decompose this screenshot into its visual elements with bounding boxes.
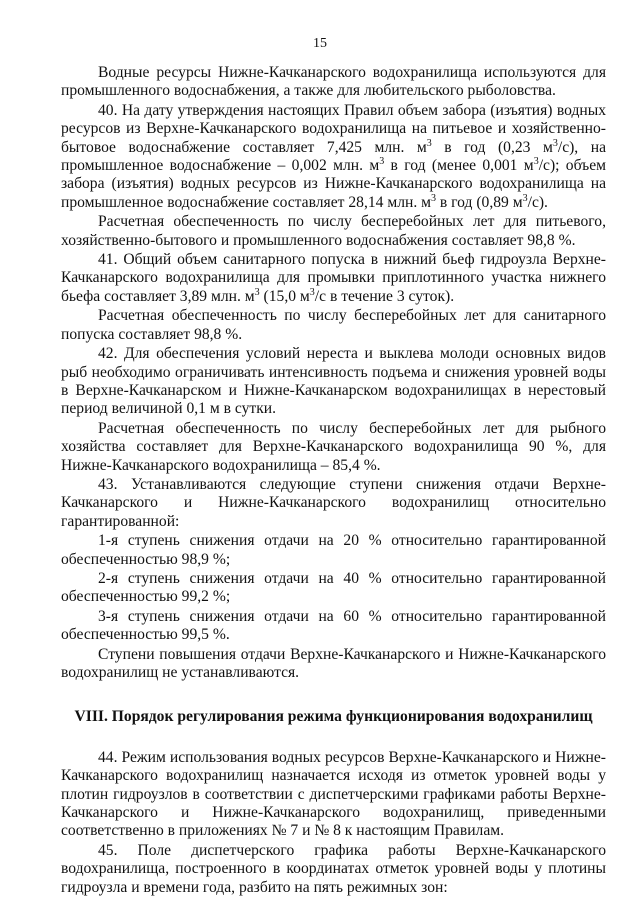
text-run: Расчетная обеспеченность по числу бесперебойных лет для рыбного хозяйства составляет для Верхне-Качканарского водохранилища 90 %, для Нижне-Качканарского водохранилища – 85,4 %. [61,419,606,474]
text-run: 45. Поле диспетчерского графика работы Верхне-Качканарского водохранилища, построенного в координатах отметок уровней воды у плотины гидроузла и времени года, разбито на пять режимных зон: [61,841,606,896]
superscript: 3 [426,137,432,149]
paragraph [61,307,606,344]
superscript: 3 [522,192,528,204]
paragraph [61,345,606,419]
text-run: в год (0,23 м [431,138,553,156]
text-run: /с); объем забора (изъятия) водных ресурсов из Нижне-Качканарского водохранилища на промышленное водоснабжение составляет 28,14 млн. м [61,157,607,211]
text-run: /с в течение 3 суток). [314,287,455,305]
text-run: (15,0 м [259,287,310,305]
paragraph [61,608,606,645]
paragraph [61,102,606,212]
text-run: Ступени повышения отдачи Верхне-Качканарского и Нижне-Качканарского водохранилищ не устанавливаются. [61,645,606,681]
text-run: 44. Режим использования водных ресурсов Верхне-Качканарского и Нижне-Качканарского водохранилищ назначается исходя из отметок уровней воды у плотин гидроузлов в соответствии с диспетчерскими графиками работы Верхне-Качканарского и Нижне-Качканарского водохранилищ, приведенными соответственно в приложениях № 7 и № 8 к настоящим Правилам. [61,748,606,840]
text-run: /с). [527,193,548,211]
text-run: в год (менее 0,001 м [384,157,534,175]
paragraph [61,646,606,683]
superscript: 3 [533,155,539,167]
text-run: 41. Общий объем санитарного попуска в нижний бьеф гидроузла Верхне-Качканарского водохранилища для промывки приплотинного участка нижнего бьефа составляет 3,89 млн. м [61,251,606,305]
superscript: 3 [431,192,436,204]
text-run: 3-я ступень снижения отдачи на 60 % относительно гарантированной обеспеченностью 99,5 %. [61,607,606,644]
document-body [61,64,606,898]
paragraphs-before-heading [61,64,606,682]
superscript: 3 [309,286,315,298]
superscript: 3 [552,137,558,149]
paragraph [61,476,606,531]
text-run: 42. Для обеспечения условий нереста и выклева молоди основных видов рыб необходимо ограничивать интенсивность подъема и снижения уровней воды в Верхне-Качканарском и Нижне-Качканарском водохранилищах в нерестовый период величиной 0,1 м в сутки. [61,345,606,418]
text-run: 2-я ступень снижения отдачи на 40 % относительно гарантированной обеспеченностью 99,2 %; [61,569,606,606]
page-number: 15 [313,36,327,51]
paragraph [61,842,606,897]
superscript: 3 [379,155,385,167]
superscript: 3 [254,286,260,298]
section-heading: VIII. Порядок регулирования режима функционирования водохранилищ [74,708,593,726]
text-run: 43. Устанавливаются следующие ступени снижения отдачи Верхне-Качканарского и Нижне-Качканарского водохранилищ относительно гарантированной: [61,475,606,530]
text-run: 40. На дату утверждения настоящих Правил объем забора (изъятия) водных ресурсов из Верхне-Качканарского водохранилища на питьевое и хозяйственно-бытовое водоснабжение составляет 7,425 млн. м [61,101,606,156]
paragraph [61,64,606,101]
paragraph [61,532,606,569]
paragraph [61,570,606,607]
paragraph [61,749,606,841]
paragraph [61,251,606,306]
paragraph [61,213,606,250]
text-run: Расчетная обеспеченность по числу бесперебойных лет для санитарного попуска составляет 98,8 %. [61,307,606,343]
text-run: Расчетная обеспеченность по числу бесперебойных лет для питьевого, хозяйственно-бытового и промышленного водоснабжения составляет 98,8 %. [61,213,606,249]
paragraphs-after-heading [61,749,606,897]
text-run: Водные ресурсы Нижне-Качканарского водохранилища используются для промышленного водоснабжения, а также для любительского рыболовства. [61,64,606,100]
text-run: /с), на промышленное водоснабжение – 0,002 млн. м [61,138,606,175]
paragraph [61,420,606,475]
text-run: в год (0,89 м [436,193,523,211]
text-run: 1-я ступень снижения отдачи на 20 % относительно гарантированной обеспеченностью 98,9 %; [61,532,606,568]
